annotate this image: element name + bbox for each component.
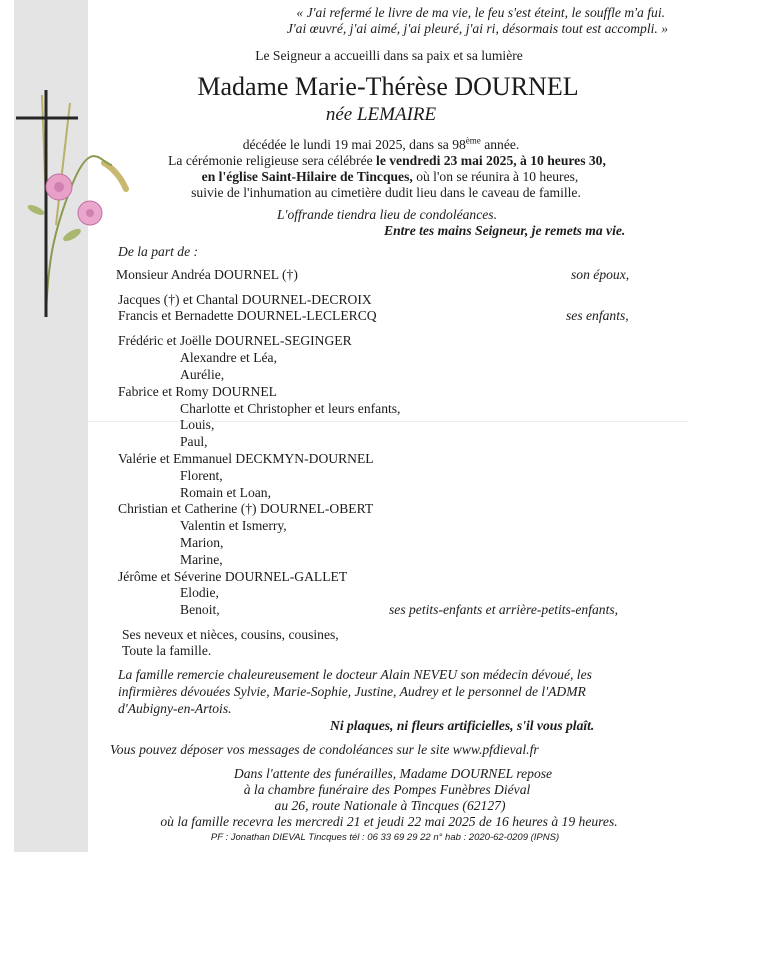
grandchild: Romain et Loan,: [180, 485, 271, 500]
website-line: Vous pouvez déposer vos messages de condoléances sur le site www.pfdieval.fr: [110, 742, 539, 757]
church-name: en l'église Saint-Hilaire de Tincques,: [201, 169, 413, 184]
church-line: [202, 169, 579, 185]
grandchild: Florent,: [180, 468, 223, 483]
ceremony-line: [168, 153, 606, 169]
deceased-name: Madame Marie-Thérèse DOURNEL: [197, 72, 579, 101]
ceremony-date: le vendredi 23 mai 2025, à 10 heures 30,: [376, 153, 606, 168]
from-label: De la part de :: [118, 244, 199, 259]
rest-line-1: Dans l'attente des funérailles, Madame DOURNEL repose: [233, 766, 553, 781]
rest-line-3: au 26, route Nationale à Tincques (62127): [274, 798, 506, 813]
footer-funeral-home: PF : Jonathan DIEVAL Tincques tél : 06 33 69 29 22 n° hab : 2020-62-0209 (IPNS): [210, 832, 560, 843]
great-grandchild: Paul,: [180, 434, 208, 449]
leaf-2: [26, 203, 45, 217]
rose-2-center: [86, 209, 94, 217]
grandfamily-5: Jérôme et Séverine DOURNEL-GALLET: [118, 569, 348, 584]
prayer-line: Entre tes mains Seigneur, je remets ma vie.: [384, 223, 626, 238]
page-fold-line: [88, 421, 688, 422]
leaf-1: [61, 227, 82, 244]
rest-line-4: où la famille recevra les mercredi 21 et jeudi 22 mai 2025 de 16 heures à 19 heures.: [160, 814, 618, 829]
grandchild: Marion,: [180, 535, 224, 550]
grandchild: Aurélie,: [180, 367, 225, 382]
quote-line-1: « J'ai refermé le livre de ma vie, le feu s'est éteint, le souffle m'a fui.: [296, 5, 665, 20]
grandchild: Alexandre et Léa,: [180, 350, 277, 365]
burial-line: suivie de l'inhumation au cimetière dudit lieu dans le caveau de famille.: [191, 185, 581, 200]
rest-line-2: à la chambre funéraire des Pompes Funèbres Diéval: [243, 782, 531, 797]
offering-line: L'offrande tiendra lieu de condoléances.: [277, 207, 497, 222]
death-date-line: [243, 137, 520, 153]
no-flowers-line: Ni plaques, ni fleurs artificielles, s'il vous plaît.: [330, 718, 595, 733]
spouse-role: son époux,: [571, 267, 630, 282]
wheat-ear: [104, 163, 126, 189]
thanks-line-3: d'Aubigny-en-Artois.: [118, 701, 232, 716]
rose-1-center: [54, 182, 64, 192]
ceremony-text: La cérémonie religieuse sera célébrée: [168, 153, 377, 168]
child-1: Jacques (†) et Chantal DOURNEL-DECROIX: [118, 292, 372, 307]
child-2: Francis et Bernadette DOURNEL-LECLERCQ: [118, 308, 377, 323]
spouse-name: Monsieur Andréa DOURNEL (†): [116, 267, 298, 282]
grandchild: Benoit,: [180, 602, 220, 617]
thanks-line-2: infirmières dévouées Sylvie, Marie-Sophie, Justine, Audrey et le personnel de l'ADMR: [118, 684, 586, 699]
death-superscript: ème: [465, 135, 481, 146]
grandchild: Valentin et Ismerry,: [180, 518, 287, 533]
grandchildren-role: ses petits-enfants et arrière-petits-enfants,: [389, 602, 619, 617]
grandchild: Marine,: [180, 552, 223, 567]
maiden-name: née LEMAIRE: [325, 104, 437, 125]
grandfamily-2: Fabrice et Romy DOURNEL: [118, 384, 277, 399]
grandchild: Charlotte et Christopher et leurs enfants,: [180, 401, 401, 416]
cross-and-flowers-illustration: [12, 85, 152, 325]
all-family-line: Toute la famille.: [122, 643, 212, 658]
grandfamily-4: Christian et Catherine (†) DOURNEL-OBERT: [118, 501, 374, 516]
relatives-line: Ses neveux et nièces, cousins, cousines,: [122, 627, 339, 642]
death-prefix: décédée le lundi 19 mai 2025, dans sa 98: [242, 137, 466, 152]
great-grandchild: Louis,: [180, 417, 215, 432]
death-suffix: année.: [480, 137, 520, 152]
children-role: ses enfants,: [566, 308, 629, 323]
thanks-line-1: La famille remercie chaleureusement le docteur Alain NEVEU son médecin dévoué, les: [118, 667, 592, 682]
meeting-time: où l'on se réunira à 10 heures,: [412, 169, 579, 184]
grandfamily-1: Frédéric et Joëlle DOURNEL-SEGINGER: [118, 333, 352, 348]
intro-text: Le Seigneur a accueilli dans sa paix et sa lumière: [255, 48, 523, 63]
quote-line-2: J'ai œuvré, j'ai aimé, j'ai pleuré, j'ai ri, désormais tout est accompli. »: [286, 21, 668, 36]
grandfamily-3: Valérie et Emmanuel DECKMYN-DOURNEL: [118, 451, 374, 466]
grandchild: Elodie,: [180, 585, 219, 600]
